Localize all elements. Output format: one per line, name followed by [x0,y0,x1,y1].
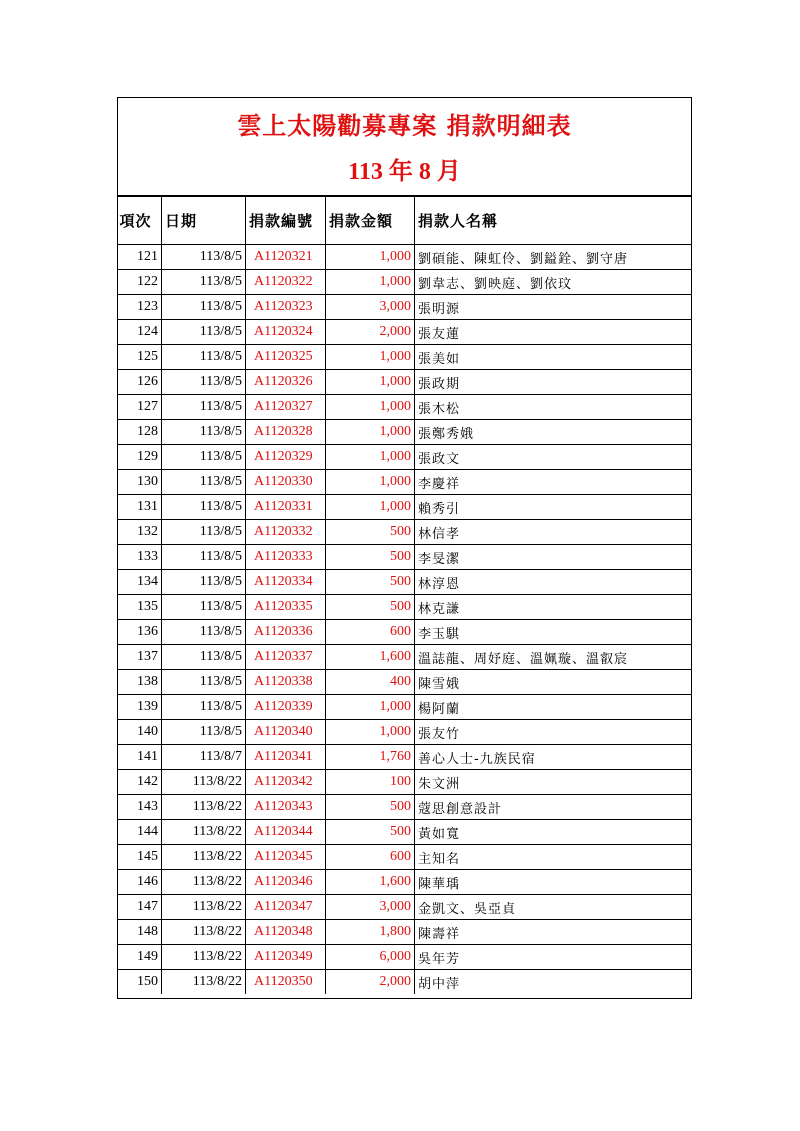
table-row [117,795,692,820]
row-number: 128 [117,420,162,445]
row-amount: 1,800 [326,920,415,945]
row-amount: 1,000 [326,720,415,745]
row-date: 113/8/5 [162,720,246,745]
row-date: 113/8/22 [162,870,246,895]
row-number: 150 [117,970,162,995]
row-number: 134 [117,570,162,595]
table-row [117,420,692,445]
row-number: 132 [117,520,162,545]
table-row [117,845,692,870]
row-amount: 2,000 [326,970,415,995]
row-donation-code: A1120339 [246,695,326,720]
row-amount: 3,000 [326,295,415,320]
table-row [117,245,692,270]
row-donor-name: 胡中萍 [415,970,692,995]
row-number: 140 [117,720,162,745]
row-donation-code: A1120346 [246,870,326,895]
row-number: 127 [117,395,162,420]
row-number: 123 [117,295,162,320]
row-date: 113/8/5 [162,695,246,720]
row-date: 113/8/5 [162,520,246,545]
row-number: 147 [117,895,162,920]
table-row [117,770,692,795]
row-donation-code: A1120344 [246,820,326,845]
row-donor-name: 陳華瑀 [415,870,692,895]
row-number: 145 [117,845,162,870]
row-number: 149 [117,945,162,970]
row-number: 126 [117,370,162,395]
row-amount: 1,000 [326,245,415,270]
row-date: 113/8/5 [162,370,246,395]
row-donor-name: 陳雪娥 [415,670,692,695]
row-number: 137 [117,645,162,670]
row-donor-name: 楊阿蘭 [415,695,692,720]
row-date: 113/8/5 [162,245,246,270]
row-date: 113/8/22 [162,895,246,920]
row-date: 113/8/5 [162,295,246,320]
row-date: 113/8/5 [162,270,246,295]
table-row [117,720,692,745]
row-donation-code: A1120323 [246,295,326,320]
table-row [117,670,692,695]
row-donor-name: 張政期 [415,370,692,395]
row-number: 130 [117,470,162,495]
table-row [117,520,692,545]
row-date: 113/8/22 [162,945,246,970]
row-amount: 500 [326,570,415,595]
row-donor-name: 張友竹 [415,720,692,745]
row-amount: 1,000 [326,470,415,495]
row-donation-code: A1120321 [246,245,326,270]
table-row [117,345,692,370]
table-row [117,620,692,645]
row-donation-code: A1120326 [246,370,326,395]
row-donation-code: A1120349 [246,945,326,970]
row-number: 136 [117,620,162,645]
row-amount: 1,000 [326,420,415,445]
table-row [117,745,692,770]
row-date: 113/8/5 [162,495,246,520]
row-donation-code: A1120340 [246,720,326,745]
row-amount: 1,000 [326,395,415,420]
row-amount: 500 [326,795,415,820]
table-row [117,645,692,670]
row-amount: 1,760 [326,745,415,770]
row-date: 113/8/5 [162,470,246,495]
row-date: 113/8/7 [162,745,246,770]
row-number: 138 [117,670,162,695]
row-donation-code: A1120348 [246,920,326,945]
row-date: 113/8/5 [162,645,246,670]
row-amount: 500 [326,545,415,570]
row-date: 113/8/5 [162,395,246,420]
header-date: 日期 [162,197,246,245]
row-donor-name: 張友蓮 [415,320,692,345]
row-number: 143 [117,795,162,820]
row-donation-code: A1120335 [246,595,326,620]
row-amount: 600 [326,620,415,645]
row-date: 113/8/5 [162,670,246,695]
row-number: 144 [117,820,162,845]
row-amount: 600 [326,845,415,870]
row-number: 131 [117,495,162,520]
row-date: 113/8/5 [162,595,246,620]
row-donation-code: A1120336 [246,620,326,645]
row-date: 113/8/5 [162,320,246,345]
row-number: 129 [117,445,162,470]
row-donation-code: A1120338 [246,670,326,695]
row-donor-name: 溫誌龍、周妤庭、溫姵璇、溫叡宸 [415,645,692,670]
row-amount: 1,000 [326,270,415,295]
table-row [117,320,692,345]
row-number: 122 [117,270,162,295]
row-date: 113/8/5 [162,620,246,645]
row-number: 124 [117,320,162,345]
table-body [117,245,692,995]
row-donation-code: A1120325 [246,345,326,370]
table-row [117,495,692,520]
table-row [117,820,692,845]
row-donor-name: 李慶祥 [415,470,692,495]
row-date: 113/8/22 [162,795,246,820]
table-row [117,945,692,970]
row-number: 125 [117,345,162,370]
row-donor-name: 劉碩能、陳虹伶、劉鎰銓、劉守唐 [415,245,692,270]
row-donor-name: 林克謙 [415,595,692,620]
row-donation-code: A1120332 [246,520,326,545]
row-number: 139 [117,695,162,720]
row-donor-name: 林淳恩 [415,570,692,595]
row-number: 142 [117,770,162,795]
row-amount: 400 [326,670,415,695]
row-date: 113/8/5 [162,420,246,445]
row-amount: 1,000 [326,370,415,395]
donation-sheet [117,97,692,999]
row-date: 113/8/5 [162,445,246,470]
row-donation-code: A1120343 [246,795,326,820]
row-donor-name: 張明源 [415,295,692,320]
header-amount: 捐款金額 [326,197,415,245]
row-donor-name: 朱文洲 [415,770,692,795]
row-donor-name: 黃如寬 [415,820,692,845]
table-row [117,470,692,495]
row-number: 148 [117,920,162,945]
row-amount: 500 [326,520,415,545]
row-number: 133 [117,545,162,570]
table-row [117,370,692,395]
row-donor-name: 善心人士-九族民宿 [415,745,692,770]
header-name: 捐款人名稱 [415,197,692,245]
table-row [117,695,692,720]
row-donation-code: A1120330 [246,470,326,495]
header-no: 項次 [117,197,162,245]
period-label: 113 年 8 月 [348,159,461,185]
table-row [117,895,692,920]
row-date: 113/8/22 [162,820,246,845]
row-date: 113/8/22 [162,845,246,870]
row-donation-code: A1120337 [246,645,326,670]
row-donor-name: 張木松 [415,395,692,420]
table-row [117,920,692,945]
row-amount: 2,000 [326,320,415,345]
row-donation-code: A1120327 [246,395,326,420]
table-row [117,970,692,995]
row-amount: 1,600 [326,870,415,895]
title-block [118,98,691,196]
row-donation-code: A1120322 [246,270,326,295]
row-amount: 3,000 [326,895,415,920]
row-amount: 500 [326,820,415,845]
row-donor-name: 吳年芳 [415,945,692,970]
header-row [117,197,692,245]
row-donor-name: 金凱文、吳亞貞 [415,895,692,920]
row-amount: 500 [326,595,415,620]
row-donor-name: 張美如 [415,345,692,370]
row-donor-name: 李玉騏 [415,620,692,645]
row-amount: 100 [326,770,415,795]
row-donation-code: A1120342 [246,770,326,795]
row-donation-code: A1120324 [246,320,326,345]
row-donation-code: A1120345 [246,845,326,870]
row-donation-code: A1120350 [246,970,326,995]
row-number: 135 [117,595,162,620]
row-donor-name: 張政文 [415,445,692,470]
row-number: 121 [117,245,162,270]
page-title: 雲上太陽勸募專案 捐款明細表 [237,111,572,140]
row-amount: 1,600 [326,645,415,670]
row-number: 146 [117,870,162,895]
header-code: 捐款編號 [246,197,326,245]
row-donation-code: A1120341 [246,745,326,770]
row-donation-code: A1120329 [246,445,326,470]
table-row [117,570,692,595]
row-donation-code: A1120347 [246,895,326,920]
row-donation-code: A1120331 [246,495,326,520]
donation-table [117,196,692,994]
row-amount: 1,000 [326,695,415,720]
row-amount: 6,000 [326,945,415,970]
row-date: 113/8/5 [162,545,246,570]
row-date: 113/8/22 [162,920,246,945]
row-donor-name: 張鄭秀娥 [415,420,692,445]
row-date: 113/8/22 [162,970,246,995]
table-row [117,595,692,620]
row-donor-name: 賴秀引 [415,495,692,520]
row-donor-name: 劉韋志、劉映庭、劉依玟 [415,270,692,295]
row-date: 113/8/22 [162,770,246,795]
row-donation-code: A1120334 [246,570,326,595]
row-amount: 1,000 [326,445,415,470]
row-amount: 1,000 [326,345,415,370]
row-donor-name: 蔻思創意設計 [415,795,692,820]
row-donor-name: 李旻潔 [415,545,692,570]
table-row [117,270,692,295]
row-number: 141 [117,745,162,770]
table-row [117,870,692,895]
row-date: 113/8/5 [162,570,246,595]
table-row [117,395,692,420]
row-donor-name: 主知名 [415,845,692,870]
row-amount: 1,000 [326,495,415,520]
row-donation-code: A1120328 [246,420,326,445]
row-donor-name: 陳壽祥 [415,920,692,945]
table-row [117,545,692,570]
table-row [117,295,692,320]
row-date: 113/8/5 [162,345,246,370]
row-donor-name: 林信孝 [415,520,692,545]
table-row [117,445,692,470]
row-donation-code: A1120333 [246,545,326,570]
